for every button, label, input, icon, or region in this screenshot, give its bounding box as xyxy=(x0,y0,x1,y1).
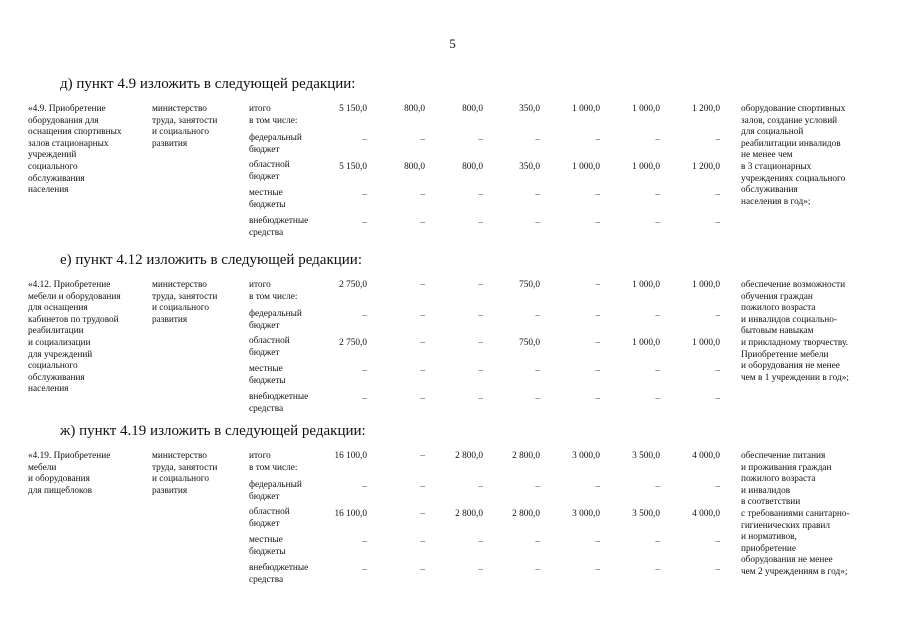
funding-value: 3 000,0 xyxy=(572,509,600,519)
funding-value: – xyxy=(478,311,483,321)
funding-value: – xyxy=(715,218,720,228)
responsible-executor: министерство труда, занятости и социального развития xyxy=(152,451,218,496)
funding-value: – xyxy=(420,537,425,547)
funding-value: – xyxy=(420,394,425,404)
funding-value: – xyxy=(535,537,540,547)
funding-source-label: в том числе: xyxy=(249,291,298,302)
funding-value: – xyxy=(595,394,600,404)
funding-value: – xyxy=(420,565,425,575)
responsible-executor: министерство труда, занятости и социального развития xyxy=(152,280,218,325)
funding-source-label: внебюджетные средства xyxy=(249,392,309,414)
funding-value: – xyxy=(595,482,600,492)
funding-value: – xyxy=(655,218,660,228)
funding-value: – xyxy=(715,394,720,404)
funding-value: – xyxy=(478,482,483,492)
funding-value: – xyxy=(655,537,660,547)
funding-value: 2 800,0 xyxy=(455,509,483,519)
responsible-executor: министерство труда, занятости и социального развития xyxy=(152,104,218,149)
funding-value: 1 000,0 xyxy=(632,280,660,290)
funding-value: – xyxy=(420,190,425,200)
funding-value: – xyxy=(595,366,600,376)
funding-value: – xyxy=(420,509,425,519)
funding-value: – xyxy=(362,311,367,321)
funding-value: – xyxy=(655,190,660,200)
funding-value: – xyxy=(478,338,483,348)
funding-value: 1 000,0 xyxy=(572,162,600,172)
funding-value: 800,0 xyxy=(404,162,425,172)
funding-source-label: в том числе: xyxy=(249,462,298,473)
funding-value: – xyxy=(655,482,660,492)
funding-value: – xyxy=(362,135,367,145)
funding-value: – xyxy=(595,565,600,575)
funding-source-label: областной бюджет xyxy=(249,160,290,182)
funding-value: – xyxy=(655,394,660,404)
funding-value: – xyxy=(478,280,483,290)
funding-value: 1 000,0 xyxy=(572,104,600,114)
funding-value: – xyxy=(595,218,600,228)
funding-value: – xyxy=(478,565,483,575)
funding-source-label: итого xyxy=(249,451,271,461)
funding-value: – xyxy=(715,190,720,200)
funding-value: – xyxy=(655,366,660,376)
target-result: оборудование спортивных залов, создание условий для социальной реабилитации инвалидов не менее чем в 3 стационарных учреждениях социального обслуживания населения в год»; xyxy=(741,104,846,207)
funding-value: 16 100,0 xyxy=(334,509,367,519)
funding-value: – xyxy=(420,218,425,228)
funding-source-label: внебюджетные средства xyxy=(249,216,309,238)
funding-value: – xyxy=(655,565,660,575)
funding-value: – xyxy=(535,394,540,404)
funding-source-label: федеральный бюджет xyxy=(249,133,302,155)
funding-value: – xyxy=(362,537,367,547)
funding-source-label: федеральный бюджет xyxy=(249,480,302,502)
funding-value: 1 000,0 xyxy=(632,338,660,348)
funding-source-label: итого xyxy=(249,280,271,290)
funding-value: – xyxy=(715,482,720,492)
funding-source-label: местные бюджеты xyxy=(249,188,286,210)
funding-value: 800,0 xyxy=(462,104,483,114)
funding-value: – xyxy=(420,482,425,492)
item-name: «4.19. Приобретение мебели и оборудования для пищеблоков xyxy=(28,451,111,496)
item-name: «4.12. Приобретение мебели и оборудования для оснащения кабинетов по трудовой реабилитации и социализации для учреждений социального обслуживания населения xyxy=(28,280,121,395)
funding-value: – xyxy=(595,280,600,290)
funding-value: 350,0 xyxy=(519,104,540,114)
funding-value: – xyxy=(478,394,483,404)
funding-value: – xyxy=(535,218,540,228)
funding-source-label: в том числе: xyxy=(249,115,298,126)
funding-value: 1 000,0 xyxy=(692,338,720,348)
funding-value: – xyxy=(595,537,600,547)
funding-value: 4 000,0 xyxy=(692,509,720,519)
funding-value: – xyxy=(535,311,540,321)
funding-value: – xyxy=(362,366,367,376)
funding-value: – xyxy=(715,366,720,376)
funding-value: – xyxy=(715,537,720,547)
funding-value: 1 200,0 xyxy=(692,162,720,172)
funding-value: – xyxy=(535,366,540,376)
funding-value: – xyxy=(362,190,367,200)
target-result: обеспечение возможности обучения граждан пожилого возраста и инвалидов социально- бытовым навыкам и прикладному творчеству. Приобретение мебели и оборудования не менее чем в 1 учреждении в год»; xyxy=(741,280,849,383)
funding-value: – xyxy=(420,135,425,145)
funding-source-label: областной бюджет xyxy=(249,336,290,358)
funding-source-label: внебюджетные средства xyxy=(249,563,309,585)
funding-value: – xyxy=(535,135,540,145)
funding-value: 1 000,0 xyxy=(692,280,720,290)
funding-value: – xyxy=(595,135,600,145)
funding-value: – xyxy=(535,565,540,575)
funding-value: – xyxy=(420,366,425,376)
item-name: «4.9. Приобретение оборудования для оснащения спортивных залов стационарных учреждений социального обслуживания населения xyxy=(28,104,122,196)
funding-value: – xyxy=(478,190,483,200)
funding-source-label: местные бюджеты xyxy=(249,535,286,557)
funding-value: 3 500,0 xyxy=(632,451,660,461)
funding-value: 2 800,0 xyxy=(512,509,540,519)
funding-source-label: итого xyxy=(249,104,271,114)
funding-value: 2 750,0 xyxy=(339,338,367,348)
funding-value: – xyxy=(362,565,367,575)
funding-value: 800,0 xyxy=(404,104,425,114)
funding-value: – xyxy=(655,311,660,321)
funding-value: – xyxy=(420,451,425,461)
funding-value: – xyxy=(715,135,720,145)
page-number: 5 xyxy=(449,36,456,51)
funding-value: – xyxy=(478,135,483,145)
funding-value: – xyxy=(595,311,600,321)
funding-source-label: областной бюджет xyxy=(249,507,290,529)
funding-value: – xyxy=(595,338,600,348)
funding-value: 2 800,0 xyxy=(455,451,483,461)
funding-value: – xyxy=(535,190,540,200)
funding-value: – xyxy=(478,218,483,228)
funding-value: – xyxy=(420,311,425,321)
funding-value: – xyxy=(715,565,720,575)
target-result: обеспечение питания и проживания граждан пожилого возраста и инвалидов в соответствии с требованиями санитарно- гигиенических правил и нормативов, приобретение оборудования не менее чем 2 учреждениям в год»; xyxy=(741,451,850,577)
funding-value: 1 200,0 xyxy=(692,104,720,114)
funding-source-label: местные бюджеты xyxy=(249,364,286,386)
funding-value: 750,0 xyxy=(519,280,540,290)
funding-value: 750,0 xyxy=(519,338,540,348)
funding-value: 3 500,0 xyxy=(632,509,660,519)
funding-value: – xyxy=(362,218,367,228)
funding-value: – xyxy=(655,135,660,145)
funding-value: – xyxy=(420,280,425,290)
funding-value: 350,0 xyxy=(519,162,540,172)
funding-value: 800,0 xyxy=(462,162,483,172)
funding-value: 2 750,0 xyxy=(339,280,367,290)
funding-value: – xyxy=(362,394,367,404)
funding-value: 3 000,0 xyxy=(572,451,600,461)
funding-value: – xyxy=(715,311,720,321)
funding-value: 5 150,0 xyxy=(339,162,367,172)
funding-value: 5 150,0 xyxy=(339,104,367,114)
funding-value: – xyxy=(478,366,483,376)
funding-value: – xyxy=(362,482,367,492)
funding-value: – xyxy=(420,338,425,348)
funding-value: – xyxy=(535,482,540,492)
section-heading: ж) пункт 4.19 изложить в следующей редакции: xyxy=(60,423,366,439)
funding-value: 16 100,0 xyxy=(334,451,367,461)
funding-value: – xyxy=(595,190,600,200)
funding-value: – xyxy=(478,537,483,547)
funding-value: 2 800,0 xyxy=(512,451,540,461)
funding-source-label: федеральный бюджет xyxy=(249,309,302,331)
funding-value: 1 000,0 xyxy=(632,104,660,114)
funding-value: 4 000,0 xyxy=(692,451,720,461)
funding-value: 1 000,0 xyxy=(632,162,660,172)
section-heading: д) пункт 4.9 изложить в следующей редакции: xyxy=(60,76,356,92)
section-heading: е) пункт 4.12 изложить в следующей редакции: xyxy=(60,252,362,268)
